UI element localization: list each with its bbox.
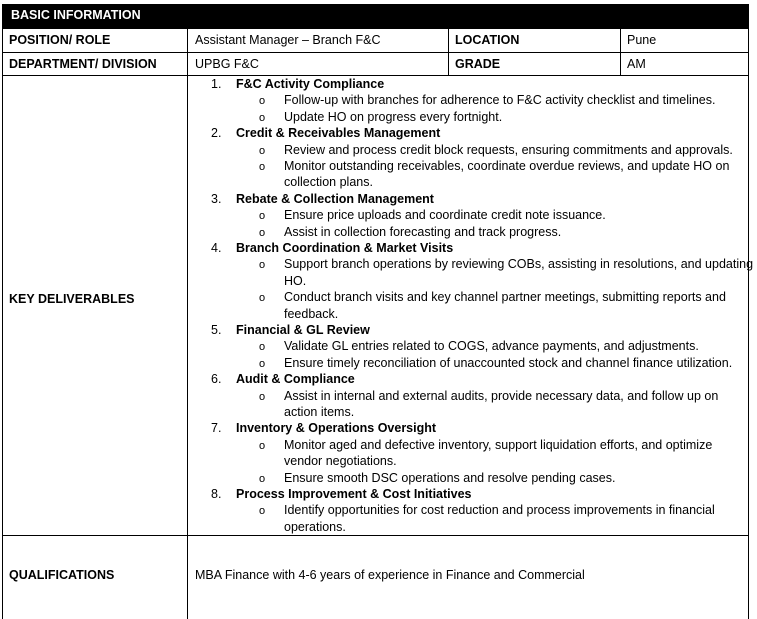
item-title: Financial & GL Review (236, 323, 370, 337)
bullet-text: Identify opportunities for cost reduction and process improvements in financial (284, 503, 715, 518)
deliverable-item (211, 241, 453, 255)
grid-line (448, 28, 449, 75)
position-role-value: Assistant Manager – Branch F&C (195, 33, 381, 47)
location-value: Pune (627, 33, 657, 47)
deliverable-item (211, 77, 384, 91)
grid-line (2, 75, 749, 76)
bullet-text: Update HO on progress every fortnight. (284, 109, 503, 124)
item-title: Credit & Receivables Management (236, 126, 441, 141)
bullet-circle-icon: o (259, 210, 266, 223)
bullet-item (259, 290, 726, 304)
bullet-continuation-text: action items. (284, 405, 355, 419)
item-number: 1. (211, 77, 222, 91)
item-number: 6. (211, 372, 222, 387)
bullet-text: Ensure timely reconciliation of unaccounted stock and channel finance utilization. (284, 355, 733, 370)
bullet-item (259, 339, 699, 353)
bullet-continuation-text: operations. (284, 519, 346, 534)
bullet-item (259, 389, 718, 403)
item-number: 4. (211, 241, 222, 255)
bullet-text: Review and process credit block requests, ensuring commitments and approvals. (284, 142, 733, 157)
bullet-continuation-text: vendor negotiations. (284, 454, 397, 469)
item-number: 8. (211, 487, 222, 501)
item-number: 5. (211, 323, 222, 337)
bullet-text: Assist in internal and external audits, provide necessary data, and follow up on (284, 388, 719, 403)
bullet-text: Monitor outstanding receivables, coordinate overdue reviews, and update HO on (284, 159, 730, 173)
item-title: Inventory & Operations Oversight (236, 421, 437, 436)
qualifications-label: QUALIFICATIONS (9, 568, 115, 582)
bullet-item (259, 159, 729, 173)
section-header-title: BASIC INFORMATION (11, 8, 141, 22)
bullet-item (259, 110, 502, 124)
qualifications-value: MBA Finance with 4-6 years of experience in Finance and Commercial (195, 568, 585, 582)
bullet-circle-icon: o (259, 357, 266, 370)
deliverable-item (211, 323, 370, 337)
bullet-text: Ensure price uploads and coordinate credit note issuance. (284, 208, 606, 223)
bullet-text: Assist in collection forecasting and track progress. (284, 224, 562, 239)
bullet-item (259, 257, 753, 271)
department-label: DEPARTMENT/ DIVISION (9, 57, 157, 71)
bullet-text: Conduct branch visits and key channel partner meetings, submitting reports and (284, 290, 726, 305)
bullet-item (259, 356, 732, 370)
item-title: Process Improvement & Cost Initiatives (236, 487, 472, 501)
grid-line (2, 535, 749, 536)
deliverable-item (211, 487, 472, 501)
bullet-circle-icon: o (259, 472, 266, 485)
bullet-item (259, 471, 615, 485)
bullet-continuation-text: HO. (284, 273, 307, 288)
bullet-item (259, 225, 561, 239)
item-number: 3. (211, 191, 222, 206)
location-label: LOCATION (455, 33, 520, 47)
bullet-circle-icon: o (259, 390, 266, 403)
bullet-item (259, 93, 715, 107)
bullet-item (259, 143, 733, 157)
item-number: 7. (211, 421, 222, 436)
department-value: UPBG F&C (195, 57, 259, 71)
bullet-text: Ensure smooth DSC operations and resolve pending cases. (284, 470, 616, 485)
item-title: F&C Activity Compliance (236, 77, 385, 91)
bullet-text: Monitor aged and defective inventory, support liquidation efforts, and optimize (284, 437, 713, 452)
bullet-item (259, 438, 712, 452)
grade-label: GRADE (455, 57, 501, 71)
key-deliverables-label: KEY DELIVERABLES (9, 292, 135, 306)
grid-line (620, 28, 621, 75)
bullet-circle-icon: o (259, 161, 266, 173)
deliverable-item (211, 372, 355, 386)
grid-line (2, 52, 749, 53)
bullet-text: Support branch operations by reviewing COBs, assisting in resolutions, and updating (284, 257, 754, 272)
bullet-text: Follow-up with branches for adherence to F&C activity checklist and timelines. (284, 93, 716, 108)
item-title: Rebate & Collection Management (236, 191, 434, 206)
bullet-item (259, 503, 715, 517)
grade-value: AM (627, 57, 646, 71)
item-title: Branch Coordination & Market Visits (236, 241, 454, 255)
bullet-text: Validate GL entries related to COGS, advance payments, and adjustments. (284, 339, 699, 354)
bullet-circle-icon: o (259, 259, 266, 272)
bullet-continuation-text: feedback. (284, 306, 339, 321)
deliverable-item (211, 126, 440, 140)
item-number: 2. (211, 126, 222, 141)
bullet-circle-icon: o (259, 111, 266, 124)
bullet-circle-icon: o (259, 439, 266, 452)
bullet-circle-icon: o (259, 505, 266, 518)
bullet-circle-icon: o (259, 226, 266, 239)
item-title: Audit & Compliance (236, 372, 355, 387)
bullet-circle-icon: o (259, 292, 266, 305)
bullet-circle-icon: o (259, 95, 266, 108)
deliverable-item (211, 192, 434, 206)
bullet-circle-icon: o (259, 341, 266, 354)
grid-line (187, 28, 188, 619)
grid-line (2, 28, 749, 29)
bullet-item (259, 208, 606, 222)
bullet-circle-icon: o (259, 144, 266, 157)
deliverable-item (211, 421, 436, 435)
bullet-continuation-text: collection plans. (284, 175, 373, 190)
position-role-label: POSITION/ ROLE (9, 33, 111, 47)
